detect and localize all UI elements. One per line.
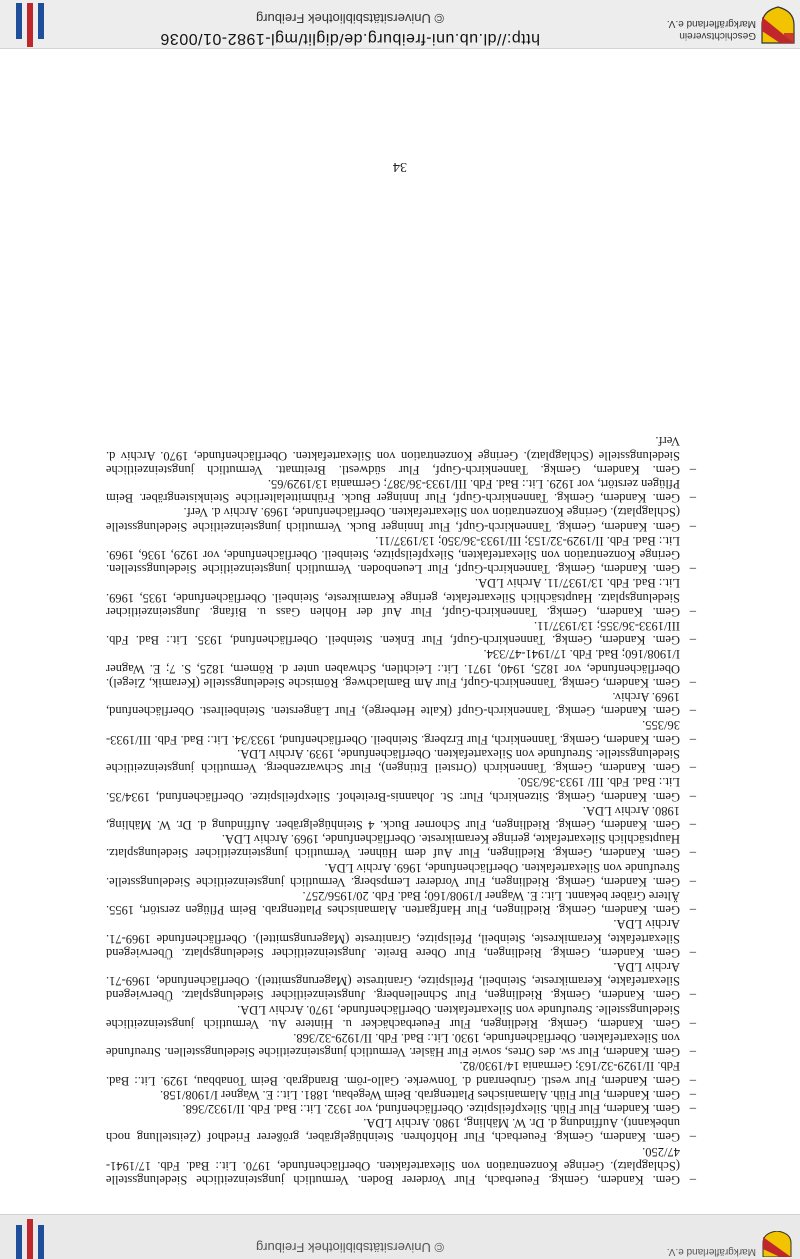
list-item: – Gem. Kandern, Gemkg. Riedlingen, Flur Schnellenberg. Jungsteinzeitlicher Siedelungsplatz. Überwiegend Silexartefakte, Keramikreste, Steinbeil, Pfeilspitze, Granitreste (Magerungsmittel). Oberflächenfunde, 1969-71. Archiv LDA. <box>106 959 696 1003</box>
list-item: – Gem. Kandern, Gemkg. Tannenkirch-Gupf, Flur Enken. Steinbeil. Oberflächenfund, 1935. Lit.: Bad. Fdb. III/1933-36/355; 13/1937/11. <box>106 619 696 648</box>
society-fragment: Markgräflerland e.V. <box>666 1246 756 1257</box>
university-logo-icon <box>8 1219 52 1259</box>
list-item: – Gem. Kandern, Gemkg. Sitzenkirch, Flur: St. Johannis-Breitehof. Silexpfeilspitze. Oberflächenfund, 1934/35. Lit.: Bad. Fdb. III/ 1933-36/350. <box>106 775 696 804</box>
list-item: – Gem. Kandern, Gemkg. Tannenkirch-Gupf, Flur Auf der Hohlen Gass u. Bifang. Jungsteinzeitlicher Siedelungsplatz. Hauptsächlich Silexartefakte, geringe Keramikreste, Steinbeil. Oberflächenfunde, 1935, 1969. Lit.: Bad. Fdb. 13/1937/11. Archiv LDA. <box>106 576 696 619</box>
list-item: – Gem. Kandern, Gemkg. Riedlingen, Flur Schorner Buck. 4 Steinhügelgräber. Auffindung d. Dr. W. Mähling, 1980. Archiv LDA. <box>106 803 696 832</box>
copyright-text: © Universitätsbibliothek Freiburg <box>255 11 445 26</box>
list-item: – Gem. Kandern, Gemkg. Tannenkirch-Gupf (Kalte Herberge), Flur Längersten. Steinbeilrest. Oberflächenfund, 1969. Archiv. <box>106 690 696 719</box>
document-url[interactable]: http://dl.ub.uni-freiburg.de/diglit/mgl-1982-01/0036 <box>160 30 540 47</box>
university-logo-icon <box>8 3 52 47</box>
list-item: – Gem. Kandern, Gemkg. Riedlingen, Flur Vorderer Lempsberg. Vermutlich jungsteinzeitliche Siedelungsstelle. Streufunde von Silexartefakten. Oberflächenfunde, 1969. Archiv LDA. <box>106 860 696 889</box>
list-item: – Gem. Kandern, Gemkg. Tannenkirch-Gupf, Flur südwestl. Breitmatt. Vermutlich jungsteinzeitliche Siedelungsstelle (Schlagplatz). Geringe Konzentration von Silexartefakten. Oberflächenfunde, 1970. Archiv d. Verf. <box>106 434 696 477</box>
list-item: – Gem. Kandern, Gemkg. Tannenkirch-Gupf, Flur Inninger Buck. Frühmittelalterliche Steinkistengräber. Beim Pflügen zerstört, vor 1929. Lit.: Bad. Fdb. III/1933-36/387; Germania 13/1929/65. <box>106 477 696 506</box>
list-item: – Gem. Kandern, Gemkg. Tannenkirch-Gupf, Flur Leuenboden. Vermutlich jungsteinzeitliche Siedelungsstellen. Geringe Konzentration von Silexartefakten, Silexpfeilspitze, Steinbeil. Oberflächenfunde, vor 1929, 1936, 1969. Lit.: Bad. Fdb. II/1929-32/153; III/1933-36/350; 13/1937/11. <box>106 533 696 577</box>
coat-of-arms-icon <box>760 5 796 45</box>
list-item: – Gem. Kandern, Gemkg. Tannenkirch-Gupf, Flur Am Bamlachweg. Römische Siedelungsstelle (Keramik, Ziegel). Oberflächenfunde, vor 1825, 1940, 1971. Lit.: Leichtlen, Schwaben unter d. Römern, 1825, S. 7; E. Wagner I/1908/160; Bad. Fdb. 17/1941-47/334. <box>106 647 696 690</box>
list-item: – Gem. Kandern, Gemkg. Tannenkirch-Gupf, Flur Inninger Buck. Vermutlich jungsteinzeitliche Siedelungsstelle (Schlagplatz). Geringe Konzentration von Silexartefakten. Oberflächenfunde, 1969. Archiv d. Verf. <box>106 505 696 534</box>
list-item: – Gem. Kandern, Flur westl. Grubenrand d. Tonwerke. Gallo-röm. Brandgrab. Beim Tonabbau, 1929. Lit.: Bad. Fdb. II/1929-32/163; Germania 14/1930/82. <box>106 1059 696 1088</box>
list-item: – Gem. Kandern, Gemkg. Riedlingen, Flur Obere Breite. Jungsteinzeitlicher Siedelungsplatz. Überwiegend Silexartefakte, Keramikreste, Steinbeil, Pfeilspitze, Granitreste (Magerungsmittel). Oberflächenfunde 1969-71. Archiv LDA. <box>106 917 696 960</box>
document-body <box>106 434 696 1187</box>
list-item: – Gem. Kandern, Gemkg. Feuerbach, Flur Hohfohren. Steinhügelgräber, größerer Friedhof (Zeitstellung noch unbekannt). Auffindung d. Dr. W. Mähling, 1980. Archiv LDA. <box>106 1116 696 1145</box>
list-item: – Gem. Kandern, Gemkg. Tannenkirch (Ortsteil Ettingen), Flur Schwarzenberg. Vermutlich jungsteinzeitliche Siedelungsstelle. Streufunde von Silexartefakten. Oberflächenfunde, 1939. Archiv LDA. <box>106 746 696 776</box>
list-item: – Gem. Kandern, Flur sw. des Ortes, sowie Flur Häsler. Vermutlich jungsteinzeitliche Siedelungsstellen. Streufunde von Silexartefakten. Oberflächenfunde, 1930. Lit.: Bad. Fdb. II/1929-32/368. <box>106 1030 696 1060</box>
list-item: – Gem. Kandern, Gemkg. Riedlingen, Flur Auf dem Hühner. Vermutlich jungsteinzeitlicher Siedelungsplatz. Hauptsächlich Silexartefakte, geringe Keramikreste. Oberflächenfunde, 1969. Archiv LDA. <box>106 832 696 861</box>
page-number: 34 <box>393 159 407 174</box>
society-name: Geschichtsverein Markgräflerland e.V. <box>666 18 756 41</box>
list-item: – Gem. Kandern, Gemkg. Feuerbach, Flur Vorderer Boden. Vermutlich jungsteinzeitliche Siedelungsstelle (Schlagplatz). Geringe Konzentration von Silexartefakten. Oberflächenfunde, 1970. Lit.: Bad. Fdb. 17/1941-47/250. <box>106 1144 696 1187</box>
list-item: – Gem. Kandern, Gemkg. Riedlingen, Flur Feuerbachäcker u. Hintere Au. Vermutlich jungsteinzeitliche Siedelungsstelle. Streufunde von Silexartefakten. Oberflächenfunde, 1970. Archiv LDA. <box>106 1002 696 1031</box>
previous-page-strip <box>0 1214 800 1259</box>
list-item: – Gem. Kandern, Gemkg. Riedlingen, Flur Hanfgarten. Alamanisches Plattengrab. Beim Pflügen zerstört, 1955. Ältere Gräber bekannt. Lit.: E. Wagner I/1908/160; Bad. Fdb. 20/1956/257. <box>106 888 696 918</box>
copyright-fragment: © Universitätsbibliothek Freiburg <box>255 1240 445 1255</box>
coat-of-arms-icon <box>760 1231 794 1257</box>
list-item: – Gem. Kandern, Gemkg. Tannenkirch, Flur Erzberg. Steinbeil. Oberflächenfund, 1933/34. Lit.: Bad. Fdb. III/1933-36/355. <box>106 718 696 747</box>
list-item: – Gem. Kandern, Flur Flüh. Silexpfeilspitze. Oberflächenfund, vor 1932. Lit.: Bad. Fdb. II/1932/368. <box>182 1101 696 1116</box>
list-item: – Gem. Kandern, Flur Flüh. Alamanisches Plattengrab. Beim Wegebau, 1881. Lit.: E. Wagner I/1908/158. <box>159 1087 696 1102</box>
